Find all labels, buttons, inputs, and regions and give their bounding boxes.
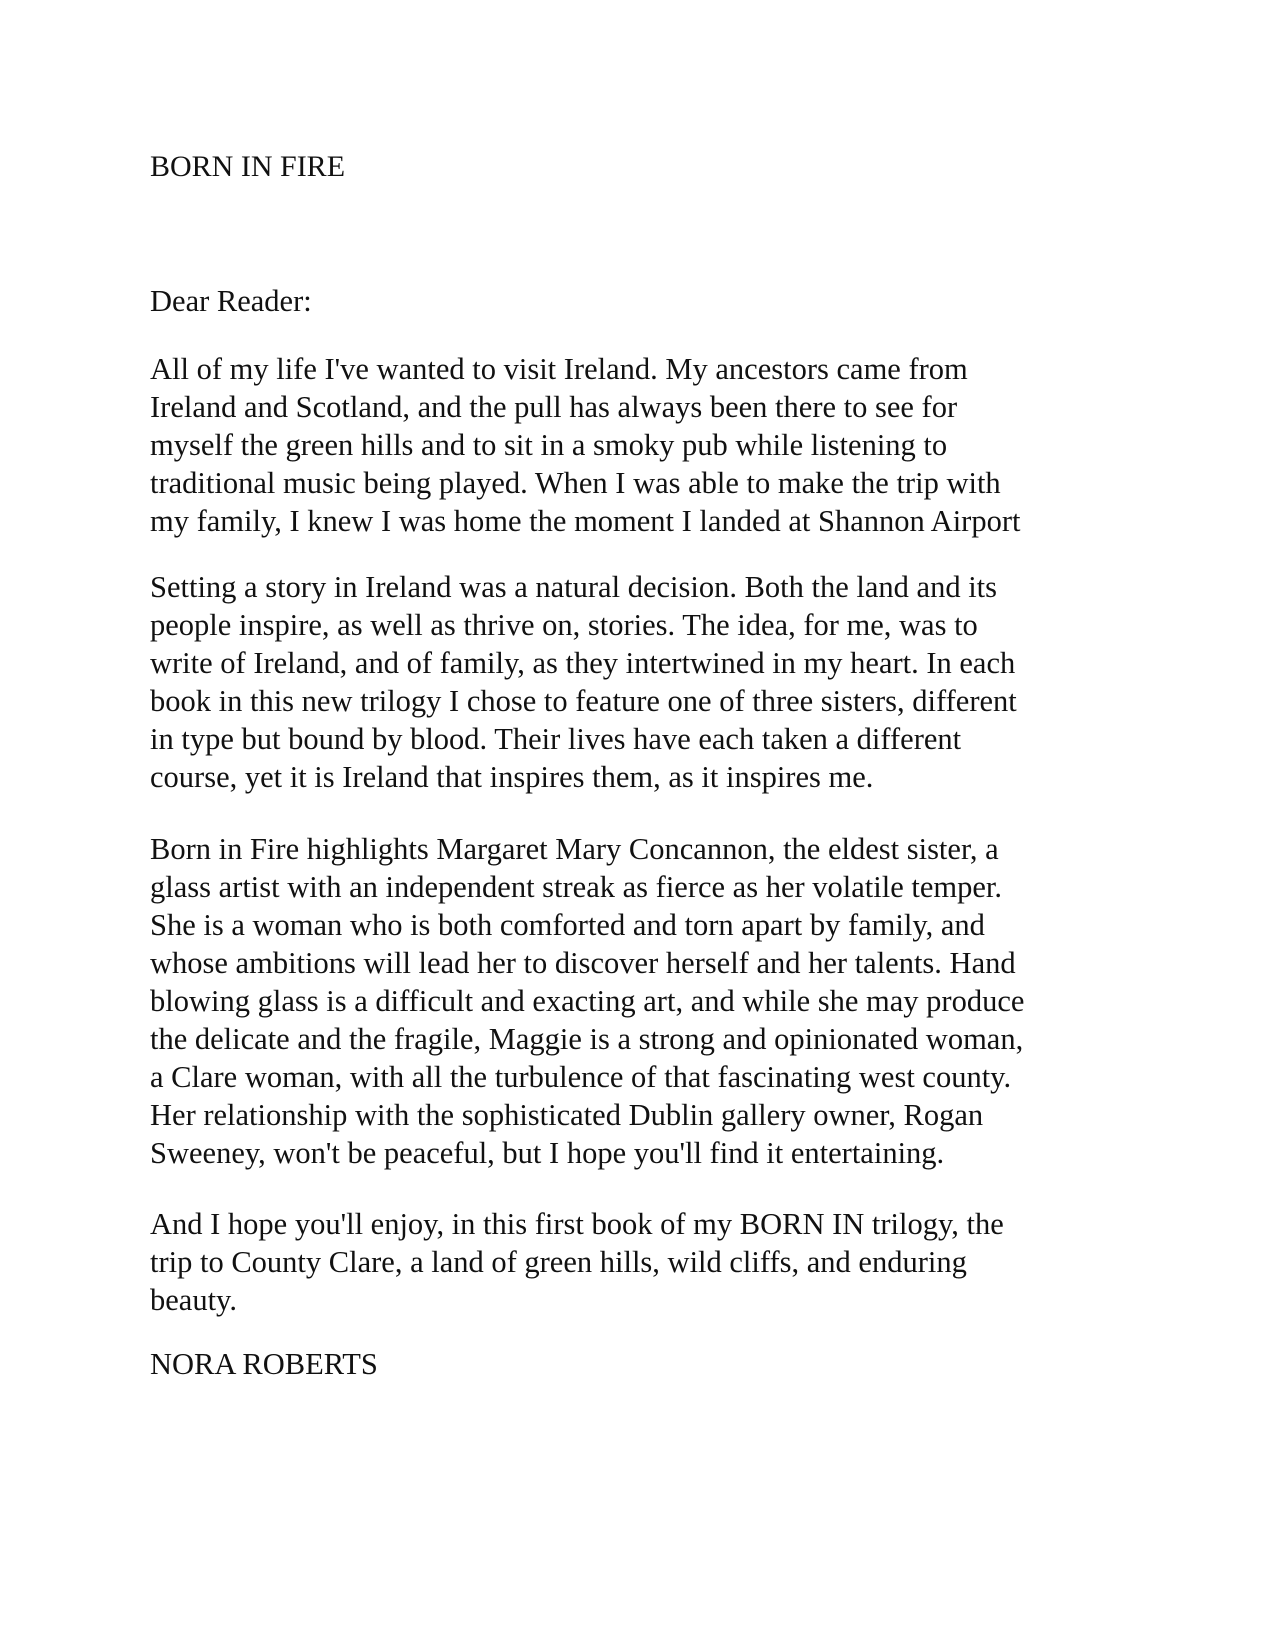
text-line: Ireland and Scotland, and the pull has always been there to see for: [150, 390, 958, 424]
text-line: whose ambitions will lead her to discover herself and her talents. Hand: [150, 946, 1016, 980]
paragraph-3: [150, 830, 1024, 1172]
text-line: the delicate and the fragile, Maggie is a strong and opinionated woman,: [150, 1022, 1024, 1056]
text-line: a Clare woman, with all the turbulence of that fascinating west county.: [150, 1060, 1012, 1094]
text-line: glass artist with an independent streak as fierce as her volatile temper.: [150, 870, 1003, 904]
text-line: Born in Fire highlights Margaret Mary Concannon, the eldest sister, a: [150, 832, 999, 866]
text-line: book in this new trilogy I chose to feature one of three sisters, different: [150, 684, 1017, 718]
text-line: my family, I knew I was home the moment I landed at Shannon Airport: [150, 504, 1021, 538]
text-line: traditional music being played. When I was able to make the trip with: [150, 466, 1001, 500]
text-line: myself the green hills and to sit in a smoky pub while listening to: [150, 428, 948, 462]
text-line: beauty.: [150, 1283, 237, 1317]
text-line: in type but bound by blood. Their lives have each taken a different: [150, 722, 962, 756]
text-line: people inspire, as well as thrive on, stories. The idea, for me, was to: [150, 608, 978, 642]
text-line: write of Ireland, and of family, as they intertwined in my heart. In each: [150, 646, 1016, 680]
text-line: blowing glass is a difficult and exacting art, and while she may produce: [150, 984, 1025, 1018]
paragraph-2: [150, 568, 1017, 796]
text-line: trip to County Clare, a land of green hills, wild cliffs, and enduring: [150, 1245, 967, 1279]
paragraph-1: [150, 350, 1020, 540]
author-signature: NORA ROBERTS: [150, 1347, 378, 1381]
salutation: Dear Reader:: [150, 284, 312, 318]
text-line: Sweeney, won't be peaceful, but I hope you'll find it entertaining.: [150, 1136, 945, 1170]
text-line: She is a woman who is both comforted and torn apart by family, and: [150, 908, 985, 942]
document-title: BORN IN FIRE: [150, 150, 346, 183]
text-line: course, yet it is Ireland that inspires them, as it inspires me.: [150, 760, 874, 794]
text-line: All of my life I've wanted to visit Ireland. My ancestors came from: [150, 352, 968, 386]
paragraph-4: [150, 1205, 1004, 1319]
text-line: Her relationship with the sophisticated Dublin gallery owner, Rogan: [150, 1098, 984, 1132]
text-line: And I hope you'll enjoy, in this first book of my BORN IN trilogy, the: [150, 1207, 1004, 1241]
text-line: Setting a story in Ireland was a natural decision. Both the land and its: [150, 570, 998, 604]
